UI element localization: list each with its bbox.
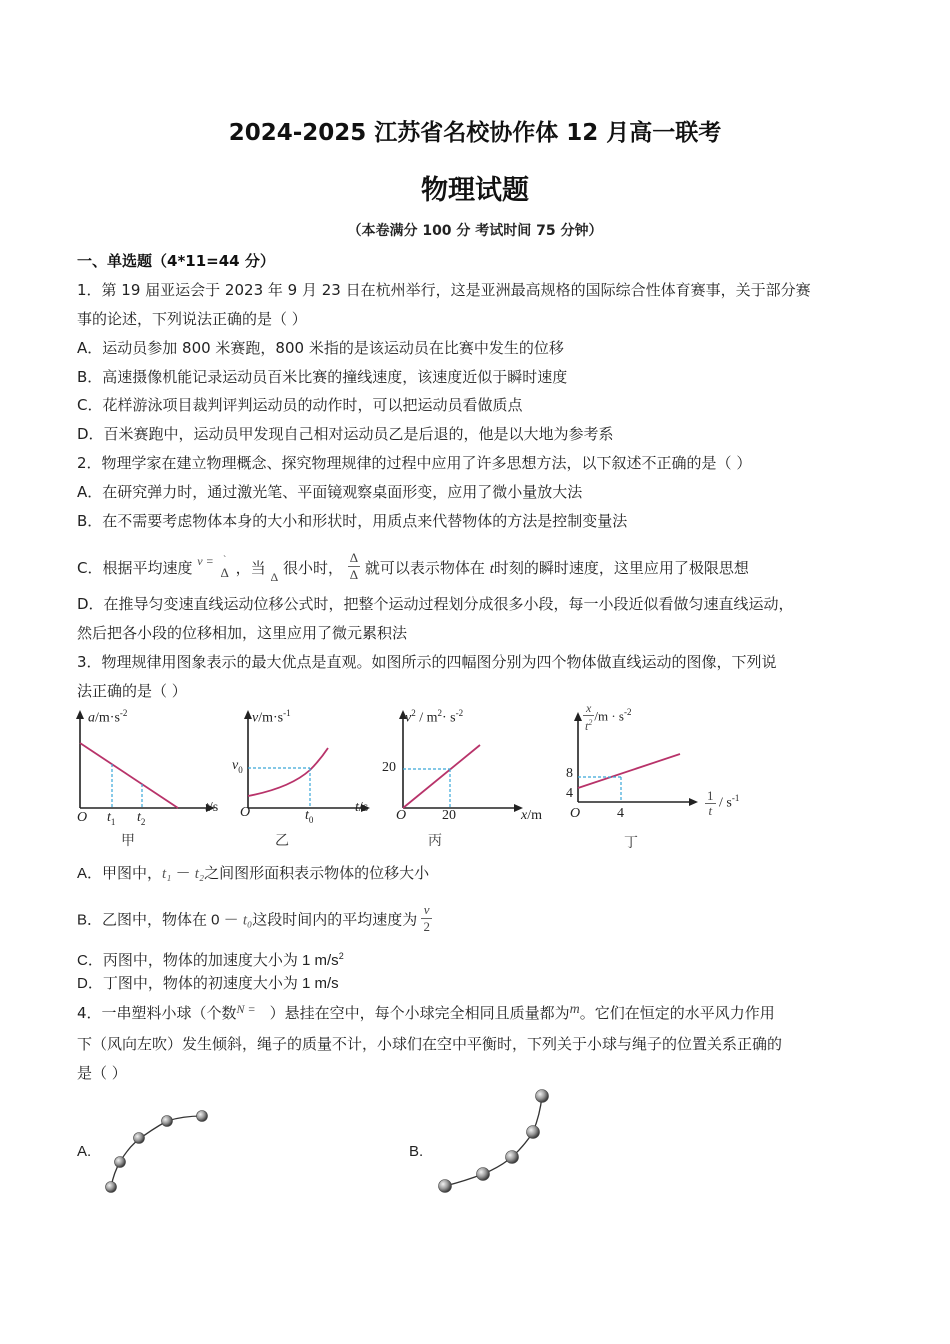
graph-ding-origin: O xyxy=(570,806,581,821)
option-c: C．花样游泳项目裁判评判运动员的动作时，可以把运动员看做质点 xyxy=(77,396,523,414)
ball xyxy=(106,1182,117,1193)
fraction-numerator: Δ xyxy=(349,550,359,565)
velocity-equation: v = xyxy=(197,554,214,568)
graph-jia-caption: 甲 xyxy=(121,833,135,849)
graph-jia-xlabel: t/s xyxy=(205,800,219,815)
option-b-suffix: 这段时间内的平均速度为 xyxy=(252,911,418,929)
option-a-label: A. xyxy=(77,1143,92,1160)
ball xyxy=(536,1090,549,1103)
ball-chain-a xyxy=(95,1100,255,1220)
stem-part: ）悬挂在空中，每个小球完全相同且质量都为 xyxy=(269,1004,570,1022)
option-a: A．运动员参加 800 米赛跑，800 米指的是该运动员在比赛中发生的位移 xyxy=(77,339,564,357)
graph-jia-t2: $t_2$ xyxy=(137,810,146,827)
question-stem-line: 事的论述，下列说法正确的是（ ） xyxy=(77,310,307,328)
ball xyxy=(134,1133,145,1144)
graph-bing-caption: 丙 xyxy=(428,833,442,849)
question-stem-line: 1．第 19 届亚运会于 2023 年 9 月 23 日在杭州举行，这是亚洲最高规格的国际综合性体育赛事，关于部分赛 xyxy=(77,281,811,299)
ball xyxy=(439,1180,452,1193)
graph-bing-ytick: 20 xyxy=(382,760,396,775)
graph-bing-ylabel: $v^2 / m^2\cdot s^{-2}$ xyxy=(405,708,464,726)
graph-ding-ytick-4: 4 xyxy=(566,786,573,801)
option-b-prefix: B．乙图中，物体在 0 － xyxy=(77,911,243,929)
graph-yi-ylabel: $v/m\cdot s^{-1}$ xyxy=(252,708,291,726)
question-stem-line: 2．物理学家在建立物理概念、探究物理规律的过程中应用了许多思想方法，以下叙述不正确的是（ ） xyxy=(77,454,752,472)
question-stem-line: 法正确的是（ ） xyxy=(77,682,187,700)
fraction-denominator: Δ xyxy=(220,564,229,580)
option-c-suffix-pre: 就可以表示物体在 xyxy=(364,559,485,577)
option-d: D．百米赛跑中，运动员甲发现自己相对运动员乙是后退的，他是以大地为参考系 xyxy=(77,425,614,443)
delta-symbol: Δ xyxy=(270,570,279,584)
exam-subject: 物理试题 xyxy=(421,175,529,206)
mass-symbol: m xyxy=(569,1002,580,1017)
option-c-text: C．丙图中，物体的加速度大小为 1 m/s xyxy=(77,952,339,969)
fraction-x-over-dt xyxy=(218,553,230,581)
exam-meta: （本卷满分 100 分 考试时间 75 分钟） xyxy=(347,223,603,239)
graph-jia-origin: O xyxy=(77,810,88,825)
graph-bing-xlabel: x/m xyxy=(521,808,542,823)
option-c xyxy=(77,946,344,971)
option-d-line-2: 然后把各小段的位移相加，这里应用了微元累积法 xyxy=(77,624,408,642)
ball xyxy=(197,1111,208,1122)
graph-yi-t0: $t_0$ xyxy=(305,808,314,825)
fraction-numerator-missing: ˋ xyxy=(223,554,227,566)
t1-symbol: t₁ xyxy=(162,866,172,882)
graph-yi-origin: O xyxy=(240,805,251,820)
question-stem-line-2: 下（风向左吹）发生倾斜，绳子的质量不计，小球们在空中平衡时，下列关于小球与绳子的位置关系正确的 xyxy=(77,1035,783,1053)
section-heading: 一、单选题（4*11=44 分） xyxy=(77,252,275,270)
stem-part: 。它们在恒定的水平风力作用 xyxy=(579,1004,775,1022)
ball xyxy=(477,1168,490,1181)
stem-part: 4．一串塑料小球（个数 xyxy=(77,1004,237,1022)
ball xyxy=(527,1126,540,1139)
fraction-denominator: Δ xyxy=(349,567,359,582)
t0-symbol: t₀ xyxy=(242,912,253,929)
option-c-mid2: 很小时， xyxy=(282,559,343,577)
option-d: D．丁图中，物体的初速度大小为 1 m/s xyxy=(77,975,339,992)
option-b xyxy=(77,904,432,937)
option-b: B．高速摄像机能记录运动员百米比赛的撞线速度，该速度近似于瞬时速度 xyxy=(77,368,568,386)
question-stem-line-1 xyxy=(77,1003,775,1025)
graph-bing-xtick: 20 xyxy=(442,808,456,823)
graph-yi-caption: 乙 xyxy=(275,833,289,849)
graph-ding-caption: 丁 xyxy=(624,835,638,851)
time-symbol: t xyxy=(489,561,494,577)
count-symbol: N = xyxy=(236,1002,256,1016)
fraction-delta-over-delta xyxy=(348,550,360,583)
superscript: 2 xyxy=(338,951,344,961)
option-a xyxy=(77,864,429,884)
graph-bing-origin: O xyxy=(396,808,407,823)
option-c-prefix: C．根据平均速度 xyxy=(77,559,193,577)
graph-ding-xtick: 4 xyxy=(617,806,624,821)
option-b: B．在不需要考虑物体本身的大小和形状时，用质点来代替物体的方法是控制变量法 xyxy=(77,512,628,530)
dash: － xyxy=(171,865,195,882)
ball xyxy=(115,1157,126,1168)
option-a-suffix: 之间图形面积表示物体的位移大小 xyxy=(204,865,430,882)
fraction-v-over-2 xyxy=(421,902,432,935)
ball-chain-b xyxy=(430,1085,570,1205)
graph-yi-v0: $v_0$ xyxy=(232,758,243,775)
option-a: A．在研究弹力时，通过激光笔、平面镜观察桌面形变，应用了微小量放大法 xyxy=(77,483,583,501)
fraction-numerator: v xyxy=(421,902,432,919)
graph-jia-ylabel: $a/m\cdot s^{-2}$ xyxy=(88,708,128,726)
graph-ding-ytick-8: 8 xyxy=(566,766,573,781)
graph-ding-ylabel: $\frac{x}{t^2}$ $/m \cdot s^{-2}$ xyxy=(585,701,632,733)
exam-title: 2024-2025 江苏省名校协作体 12 月高一联考 xyxy=(228,120,722,146)
option-a-prefix: A．甲图中， xyxy=(77,865,163,882)
graph-yi-xlabel: t/s xyxy=(355,800,369,815)
option-b-label: B. xyxy=(409,1143,424,1160)
option-c-suffix: 时刻的瞬时速度，这里应用了极限思想 xyxy=(493,559,749,577)
ball xyxy=(506,1151,519,1164)
option-c xyxy=(77,552,749,585)
ball xyxy=(162,1116,173,1127)
graph-ding-xlabel: $\frac{1}{t}$ / $s^{-1}$ xyxy=(707,788,740,818)
graph-jia-t1: $t_1$ xyxy=(107,810,116,827)
option-c-mid1: ，当 xyxy=(235,559,266,577)
fraction-denominator: 2 xyxy=(423,919,430,934)
question-stem-line-3: 是（ ） xyxy=(77,1064,127,1082)
t2-symbol: t₂ xyxy=(194,866,205,882)
question-stem-line: 3．物理规律用图象表示的最大优点是直观。如图所示的四幅图分别为四个物体做直线运动的图像，下列说 xyxy=(77,653,777,671)
option-d-line-1: D．在推导匀变速直线运动位移公式时，把整个运动过程划分成很多小段，每一小段近似看做匀速直线运动， xyxy=(77,595,794,613)
